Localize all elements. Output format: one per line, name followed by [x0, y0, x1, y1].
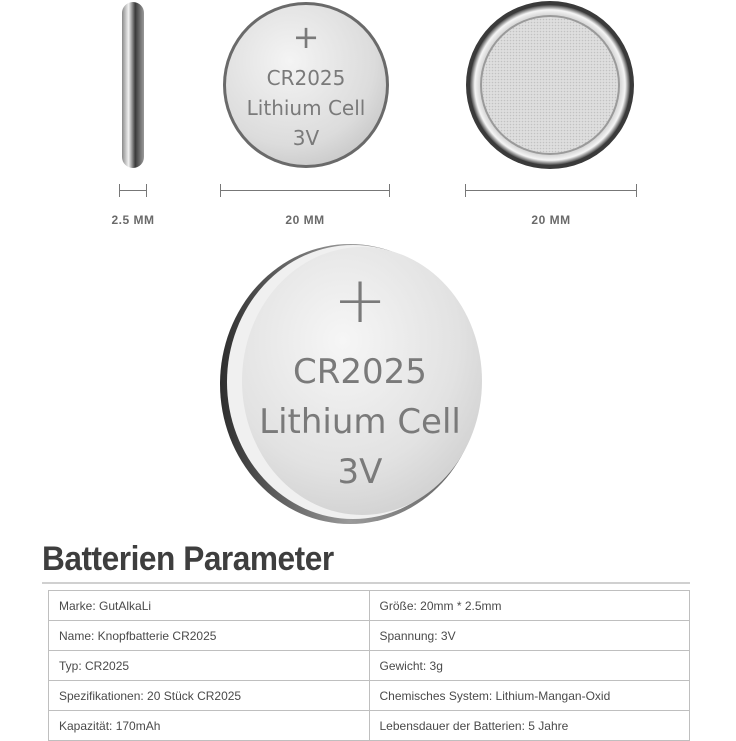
battery-back-view — [464, 0, 636, 172]
type-label-large: Lithium Cell — [259, 402, 461, 442]
model-label-small: CR2025 — [266, 66, 346, 90]
voltage-label-large: 3V — [337, 452, 383, 492]
parameters-table — [48, 590, 690, 741]
table-cell-chemistry: Chemisches System: Lithium-Mangan-Oxid — [369, 681, 690, 711]
table-cell-lifetime: Lebensdauer der Batterien: 5 Jahre — [369, 711, 690, 741]
diameter-front-dimension-label: 20 MM — [285, 213, 325, 227]
heading-divider — [42, 582, 690, 584]
table-cell-weight: Gewicht: 3g — [369, 651, 690, 681]
diameter-back-dimension-label: 20 MM — [531, 213, 571, 227]
table-cell-voltage: Spannung: 3V — [369, 621, 690, 651]
table-cell-capacity: Kapazität: 170mAh — [49, 711, 370, 741]
table-cell-type: Typ: CR2025 — [49, 651, 370, 681]
table-row — [49, 651, 690, 681]
type-label-small: Lithium Cell — [246, 96, 366, 120]
thickness-dimension-label: 2.5 MM — [111, 213, 155, 227]
voltage-label-small: 3V — [292, 126, 320, 150]
table-cell-name: Name: Knopfbatterie CR2025 — [49, 621, 370, 651]
table-cell-specifications: Spezifikationen: 20 Stück CR2025 — [49, 681, 370, 711]
table-cell-brand: Marke: GutAlkaLi — [49, 591, 370, 621]
diameter-back-dimension-line — [465, 190, 637, 191]
thickness-dimension-line — [119, 190, 147, 191]
table-row — [49, 591, 690, 621]
plus-symbol-large: + — [333, 264, 387, 338]
table-row — [49, 621, 690, 651]
parameters-heading: Batterien Parameter — [42, 540, 334, 578]
table-row — [49, 711, 690, 741]
battery-side-view — [118, 0, 152, 170]
diameter-front-dimension-line — [220, 190, 390, 191]
model-label-large: CR2025 — [293, 352, 427, 392]
table-cell-size: Größe: 20mm * 2.5mm — [369, 591, 690, 621]
plus-symbol-small: + — [292, 18, 320, 56]
table-row — [49, 681, 690, 711]
